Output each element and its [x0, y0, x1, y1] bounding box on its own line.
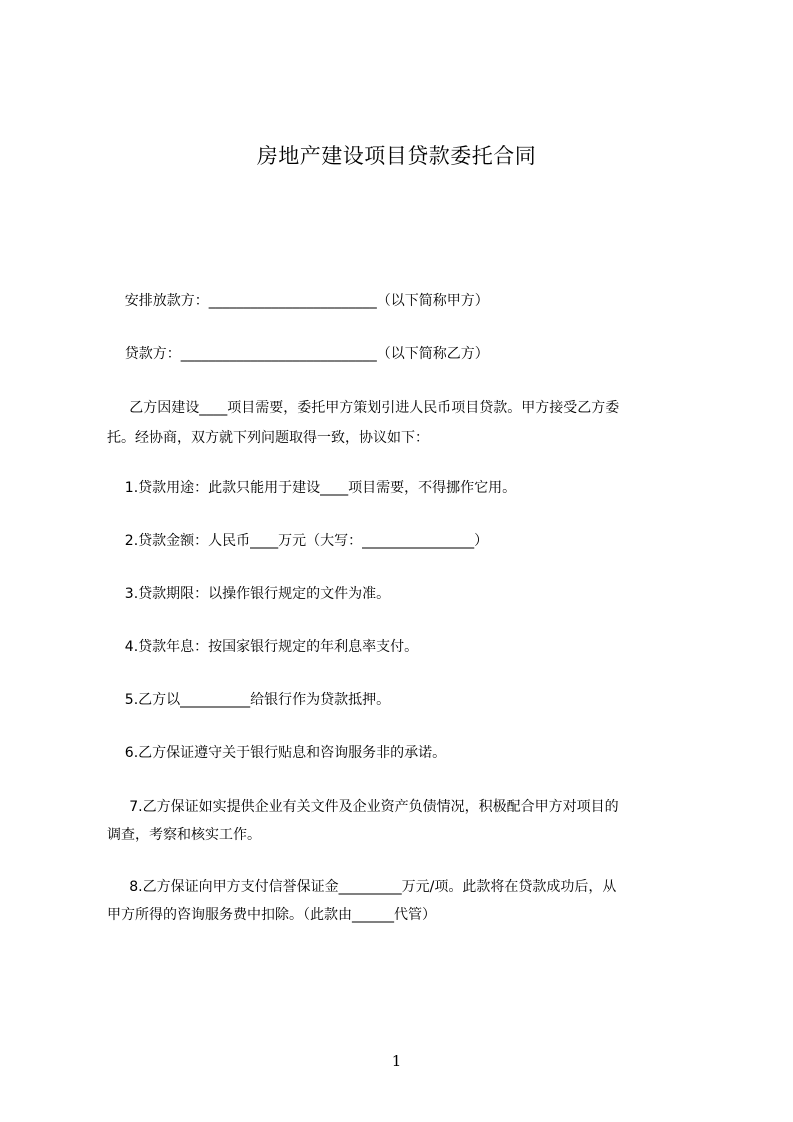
clause-8-line-2: 甲方所得的咨询服务费中扣除。（此款由______代管） — [107, 907, 436, 923]
clause-8-line-1: 8.乙方保证向甲方支付信誉保证金_________万元/项。此款将在贷款成功后，从 — [107, 879, 617, 895]
clause-7-line-2: 调查，考察和核实工作。 — [107, 827, 261, 843]
clause-6: 6.乙方保证遵守关于银行贴息和咨询服务非的承诺。 — [107, 745, 447, 761]
clause-2: 2.贷款金额：人民币____万元（大写：________________） — [107, 533, 489, 549]
preamble-line-2: 托。经协商，双方就下列问题取得一致，协议如下： — [107, 430, 429, 446]
clause-4: 4.贷款年息：按国家银行规定的年利息率支付。 — [107, 639, 419, 655]
document-title: 房地产建设项目贷款委托合同 — [256, 144, 537, 168]
page-number: 1 — [391, 1052, 402, 1070]
clause-5: 5.乙方以__________给银行作为贷款抵押。 — [107, 692, 391, 708]
party-a-line: 安排放款方：________________________（以下简称甲方） — [107, 293, 489, 309]
clause-7-line-1: 7.乙方保证如实提供企业有关文件及企业资产负债情况，积极配合甲方对项目的 — [107, 799, 619, 815]
clause-1: 1.贷款用途：此款只能用于建设____项目需要，不得挪作它用。 — [107, 480, 517, 496]
preamble-line-1: 乙方因建设____项目需要，委托甲方策划引进人民币项目贷款。甲方接受乙方委 — [107, 400, 620, 416]
party-b-line: 贷款方：____________________________（以下简称乙方） — [107, 346, 489, 362]
clause-3: 3.贷款期限：以操作银行规定的文件为准。 — [107, 586, 391, 602]
